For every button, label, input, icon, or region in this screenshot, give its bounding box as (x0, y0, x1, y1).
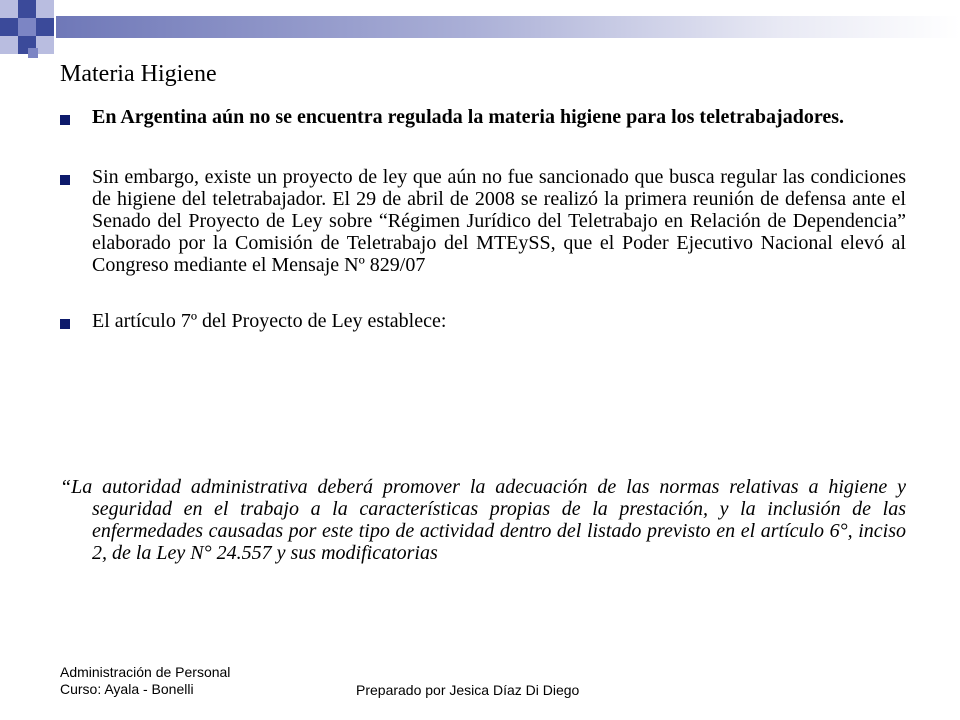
deco-square (0, 36, 18, 54)
square-bullet-icon (60, 115, 70, 125)
bullet-text: El artículo 7º del Proyecto de Ley establece: (92, 310, 447, 332)
deco-square (36, 0, 54, 18)
deco-square (36, 36, 54, 54)
bullet-item (60, 310, 906, 332)
footer-left (60, 664, 230, 698)
bullet-item (60, 106, 906, 128)
footer-course-name: Administración de Personal (60, 664, 231, 680)
square-bullet-icon (60, 319, 70, 329)
square-bullet-icon (60, 175, 70, 185)
footer-author: Preparado por Jesica Díaz Di Diego (356, 682, 580, 698)
bullet-item (60, 166, 906, 276)
deco-square (28, 48, 38, 58)
deco-square (0, 0, 18, 18)
deco-square (18, 0, 36, 18)
deco-square (36, 18, 54, 36)
slide-title: Materia Higiene (60, 61, 217, 87)
bullet-list (60, 106, 906, 332)
deco-square (0, 18, 18, 36)
law-quote: “La autoridad administrativa deberá promover la adecuación de las normas relativas a higiene y seguridad en el trabajo a la características propias de la prestación, y la inclusión de las enfermedades causadas por este tipo de actividad dentro del listado previsto en el artículo 6°, inciso 2, de la Ley N° 24.557 y sus modificatorias (60, 476, 906, 564)
deco-square (18, 18, 36, 36)
footer-course-teachers: Curso: Ayala - Bonelli (60, 681, 194, 697)
bullet-text: Sin embargo, existe un proyecto de ley que aún no fue sancionado que busca regular las condiciones de higiene del teletrabajador. El 29 de abril de 2008 se realizó la primera reunión de defensa ante el Senado del Proyecto de Ley sobre “Régimen Jurídico del Teletrabajo en Relación de Dependencia” elaborado por la Comisión de Teletrabajo del MTEySS, que el Poder Ejecutivo Nacional elevó al Congreso mediante el Mensaje Nº 829/07 (92, 166, 906, 276)
bullet-text: En Argentina aún no se encuentra regulada la materia higiene para los teletrabajadores. (92, 106, 845, 128)
header-bar (56, 16, 960, 38)
